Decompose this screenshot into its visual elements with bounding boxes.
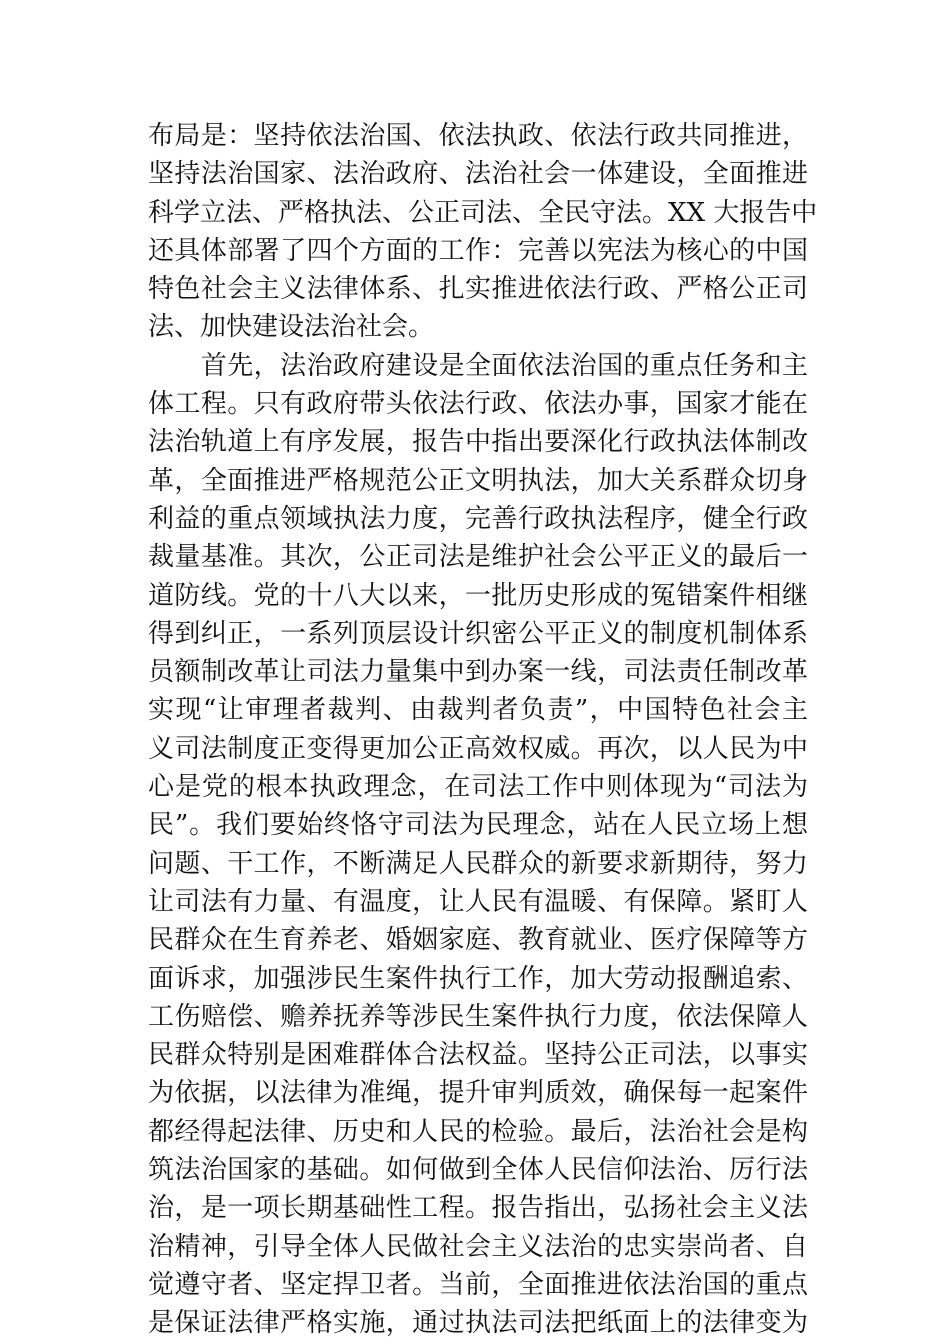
text-line-31: 觉遵守者、坚定捍卫者。当前，全面推进依法治国的重点 bbox=[148, 1269, 808, 1300]
text-line-7: 首先，法治政府建设是全面依法治国的重点任务和主 bbox=[148, 350, 808, 381]
text-line-30: 治精神，引导全体人民做社会主义法治的忠实崇尚者、自 bbox=[148, 1231, 808, 1262]
text-line-16: 实现“让审理者裁判、由裁判者负责”，中国特色社会主 bbox=[148, 695, 808, 726]
text-line-17: 义司法制度正变得更加公正高效权威。再次，以人民为中 bbox=[148, 733, 808, 764]
text-line-22: 民群众在生育养老、婚姻家庭、教育就业、医疗保障等方 bbox=[148, 925, 808, 956]
text-line-12: 裁量基准。其次，公正司法是维护社会公平正义的最后一 bbox=[148, 542, 808, 573]
text-line-29: 治，是一项长期基础性工程。报告指出，弘扬社会主义法 bbox=[148, 1193, 808, 1224]
text-line-26: 为依据，以法律为准绳，提升审判质效，确保每一起案件 bbox=[148, 1078, 808, 1109]
text-line-6: 法、加快建设法治社会。 bbox=[148, 312, 435, 343]
text-line-24: 工伤赔偿、赡养抚养等涉民生案件执行力度，依法保障人 bbox=[148, 1001, 808, 1032]
text-line-20: 问题、干工作，不断满足人民群众的新要求新期待，努力 bbox=[148, 848, 808, 879]
text-line-5: 特色社会主义法律体系、扎实推进依法行政、严格公正司 bbox=[148, 274, 808, 305]
text-line-1: 布局是：坚持依法治国、依法执政、依法行政共同推进， bbox=[148, 121, 808, 151]
text-line-15: 员额制改革让司法力量集中到办案一线，司法责任制改革 bbox=[148, 657, 808, 688]
text-line-10: 革，全面推进严格规范公正文明执法，加大关系群众切身 bbox=[148, 465, 808, 496]
text-line-13: 道防线。党的十八大以来，一批历史形成的冤错案件相继 bbox=[148, 580, 808, 611]
text-line-28: 筑法治国家的基础。如何做到全体人民信仰法治、厉行法 bbox=[148, 1155, 808, 1186]
text-line-21: 让司法有力量、有温度，让人民有温暖、有保障。紧盯人 bbox=[148, 886, 808, 917]
text-line-25: 民群众特别是困难群体合法权益。坚持公正司法，以事实 bbox=[148, 1040, 808, 1071]
text-line-19: 民”。我们要始终恪守司法为民理念，站在人民立场上想 bbox=[148, 810, 808, 841]
text-line-3: 科学立法、严格执法、公正司法、全民守法。XX 大报告中 bbox=[148, 197, 818, 228]
body-text bbox=[148, 117, 818, 1343]
text-line-14: 得到纠正，一系列顶层设计织密公平正义的制度机制体系 bbox=[148, 618, 808, 649]
text-line-4: 还具体部署了四个方面的工作：完善以宪法为核心的中国 bbox=[148, 235, 808, 266]
text-line-2: 坚持法治国家、法治政府、法治社会一体建设，全面推进 bbox=[148, 159, 808, 190]
text-line-8: 体工程。只有政府带头依法行政、依法办事，国家才能在 bbox=[148, 389, 808, 420]
text-line-11: 利益的重点领域执法力度，完善行政执法程序，健全行政 bbox=[148, 503, 808, 534]
text-line-23: 面诉求，加强涉民生案件执行工作，加大劳动报酬追索、 bbox=[148, 963, 808, 994]
text-line-27: 都经得起法律、历史和人民的检验。最后，法治社会是构 bbox=[148, 1116, 808, 1147]
text-line-32: 是保证法律严格实施，通过执法司法把纸面上的法律变为 bbox=[148, 1308, 808, 1339]
text-line-18: 心是党的根本执政理念，在司法工作中则体现为“司法为 bbox=[148, 772, 808, 803]
text-line-9: 法治轨道上有序发展，报告中指出要深化行政执法体制改 bbox=[148, 427, 808, 458]
